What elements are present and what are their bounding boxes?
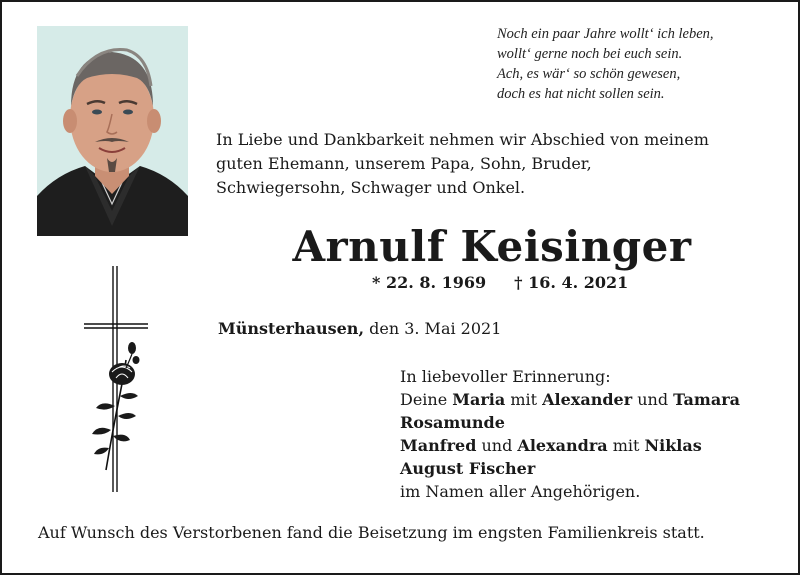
death-date: † 16. 4. 2021 [514, 273, 629, 292]
mourner-name: Manfred [400, 436, 477, 455]
poem-line: Ach, es wär‘ so schön gewesen, [497, 66, 681, 82]
place-name: Münsterhausen, [218, 319, 365, 338]
farewell-text [216, 128, 776, 200]
portrait-photo [37, 26, 188, 236]
signature-text: und [476, 436, 518, 455]
mourner-name: Alexandra [517, 436, 608, 455]
signature-text: und [632, 390, 674, 409]
life-dates [372, 272, 632, 294]
mourners-signature [400, 365, 790, 503]
farewell-line: In Liebe und Dankbarkeit nehmen wir Abschied von meinem [216, 130, 709, 149]
signature-line [400, 457, 790, 480]
signature-line [400, 411, 790, 434]
farewell-line: guten Ehemann, unserem Papa, Sohn, Bruder, [216, 154, 592, 173]
poem-line: doch es hat nicht sollen sein. [497, 86, 665, 102]
signature-line [400, 434, 790, 457]
signature-text: mit [607, 436, 645, 455]
deceased-name: Arnulf Keisinger [292, 222, 692, 271]
mourner-name: Tamara [673, 390, 741, 409]
signature-closing: im Namen aller Angehörigen. [400, 482, 641, 501]
mourner-name: Maria [452, 390, 506, 409]
notice-date: den 3. Mai 2021 [364, 319, 502, 338]
place-and-date [218, 318, 501, 340]
signature-text: Deine [400, 390, 453, 409]
signature-line [400, 388, 790, 411]
poem-line: Noch ein paar Jahre wollt‘ ich leben, [497, 26, 714, 42]
mourner-name: Rosamunde [400, 413, 505, 432]
signature-intro: In liebevoller Erinnerung: [400, 367, 611, 386]
mourner-name: Alexander [542, 390, 633, 409]
poem-line: wollt‘ gerne noch bei euch sein. [497, 46, 683, 62]
mourner-name: August Fischer [400, 459, 536, 478]
burial-note: Auf Wunsch des Verstorbenen fand die Beisetzung im engsten Familienkreis statt. [38, 523, 705, 542]
cross-with-rose-icon [80, 264, 152, 496]
mourner-name: Niklas [644, 436, 702, 455]
signature-text: mit [505, 390, 543, 409]
poem [497, 24, 787, 104]
birth-date: * 22. 8. 1969 [372, 273, 487, 292]
farewell-line: Schwiegersohn, Schwager und Onkel. [216, 178, 526, 197]
